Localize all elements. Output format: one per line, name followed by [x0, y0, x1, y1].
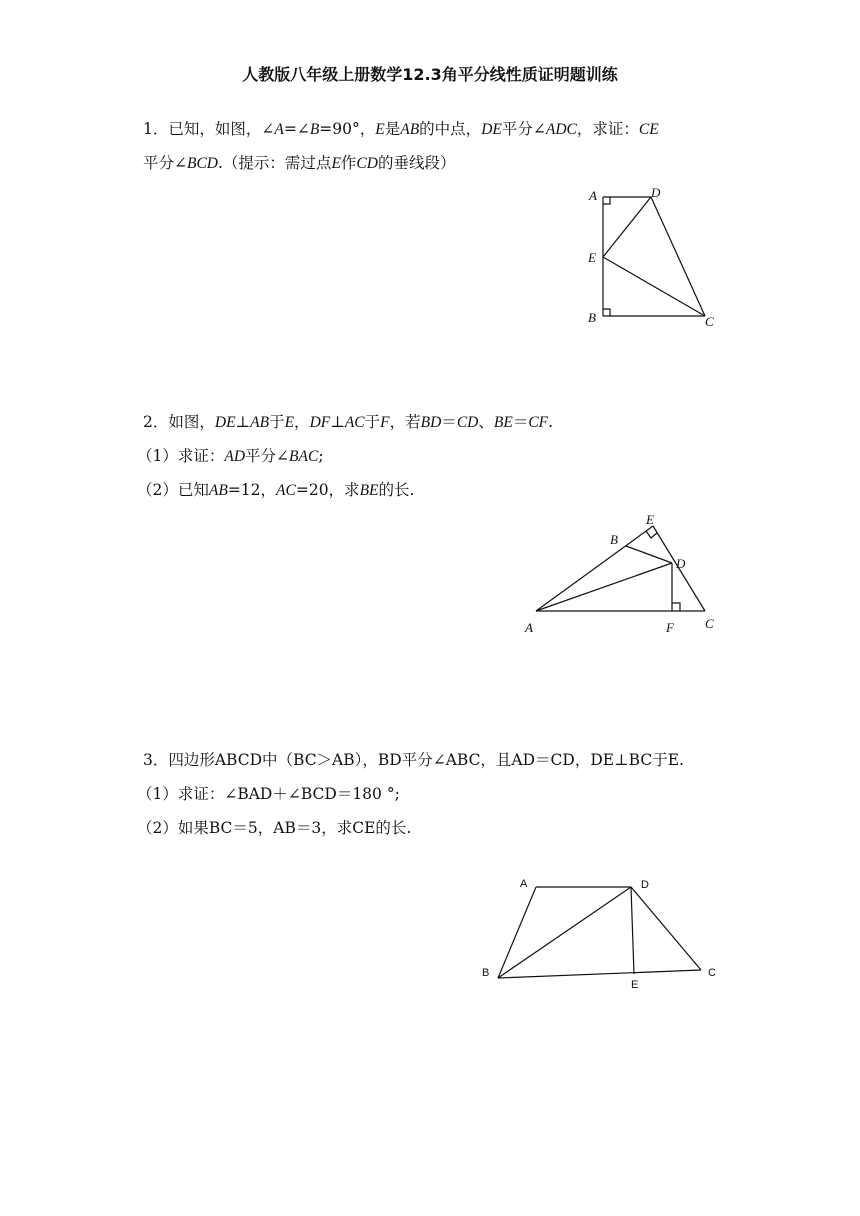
q1-line-1: 1．已知，如图，∠A=∠B=90°，E是AB的中点，DE平分∠ADC，求证：CE: [143, 120, 659, 138]
q2-label-D: D: [676, 556, 686, 571]
q3-label-A: A: [520, 878, 528, 890]
q2-line-1: 2．如图，DE⊥AB于E，DF⊥AC于F，若BD＝CD、BE＝CF.: [143, 413, 554, 431]
q3-segment-BC: [498, 970, 701, 978]
q3-segment-DE: [631, 887, 634, 974]
q1-label-D: D: [651, 185, 661, 200]
q1-label-A: A: [589, 188, 597, 203]
document-title: 人教版八年级上册数学12.3角平分线性质证明题训练: [242, 65, 618, 84]
q2-label-A: A: [525, 620, 533, 635]
q1-label-E: E: [588, 250, 596, 265]
q1-label-B: B: [588, 310, 596, 325]
q3-label-D: D: [641, 879, 649, 891]
q2-line-3: （2）已知AB=12，AC=20，求BE的长.: [137, 481, 415, 499]
q3-label-C: C: [708, 967, 716, 979]
q1-line-2: 平分∠BCD.（提示：需过点E作CD的垂线段）: [143, 154, 456, 172]
q2-line-2: （1）求证：AD平分∠BAC;: [137, 447, 324, 465]
q3-segment-DC: [631, 887, 701, 970]
q3-line-1: 3．四边形ABCD中（BC＞AB），BD平分∠ABC，且AD＝CD，DE⊥BC于E.: [143, 751, 684, 769]
q2-label-C: C: [705, 616, 714, 631]
q1-label-C: C: [705, 314, 714, 329]
q2-label-B: B: [610, 532, 618, 547]
q2-label-E: E: [646, 512, 654, 527]
q3-label-B: B: [482, 967, 490, 979]
q3-line-3: （2）如果BC＝5，AB＝3，求CE的长.: [137, 819, 412, 837]
q2-label-F: F: [666, 620, 674, 635]
q3-label-E: E: [631, 979, 639, 991]
q3-segment-BD: [498, 887, 631, 978]
q3-line-2: （1）求证：∠BAD＋∠BCD＝180 °;: [137, 785, 400, 803]
